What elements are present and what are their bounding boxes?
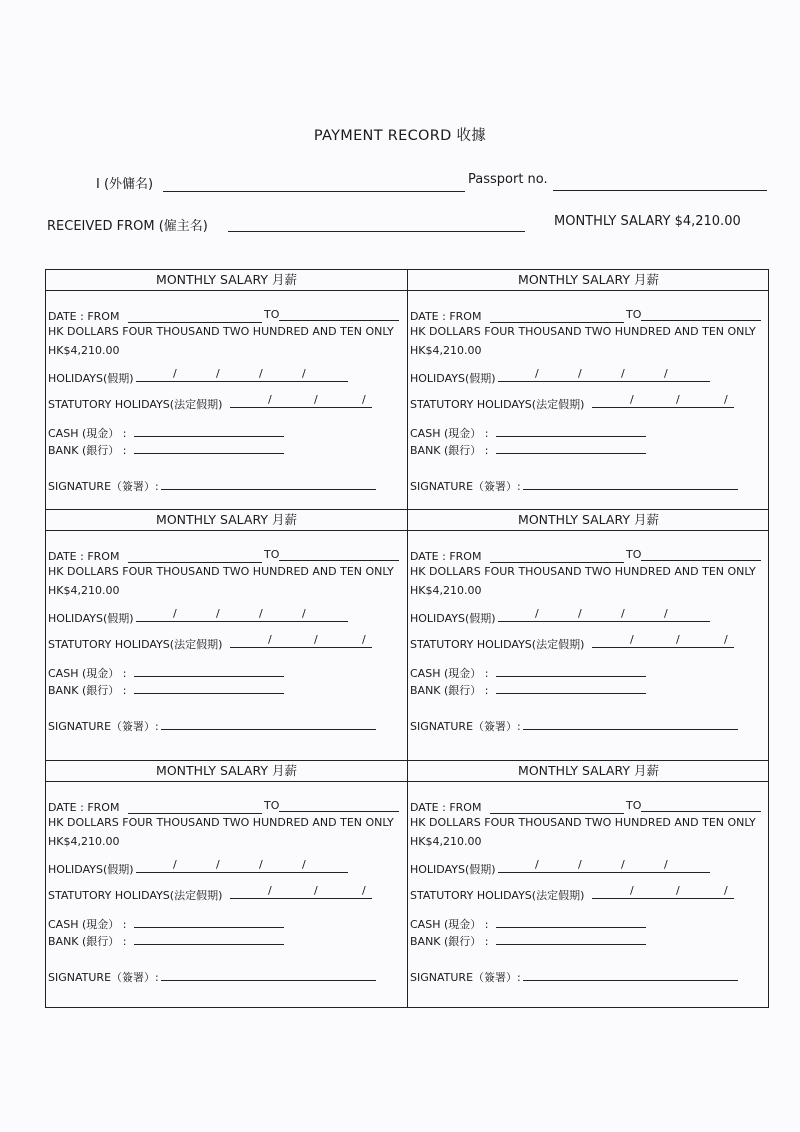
date-from-field[interactable] bbox=[490, 322, 624, 323]
bank-label: BANK (銀行） : bbox=[410, 444, 489, 457]
date-to-field[interactable] bbox=[641, 560, 761, 561]
holidays-label: HOLIDAYS(假期) bbox=[410, 372, 496, 385]
date-to-field[interactable] bbox=[279, 560, 399, 561]
holidays-label: HOLIDAYS(假期) bbox=[410, 612, 496, 625]
holidays-slash: / bbox=[173, 607, 177, 620]
holidays-slash: / bbox=[535, 367, 539, 380]
date-from-label: DATE : FROM bbox=[410, 801, 482, 814]
passport-field[interactable] bbox=[553, 190, 767, 191]
amount-value: HK$4,210.00 bbox=[48, 344, 120, 357]
statutory-holidays-label: STATUTORY HOLIDAYS(法定假期) bbox=[410, 889, 585, 902]
amount-in-words: HK DOLLARS FOUR THOUSAND TWO HUNDRED AND TEN ONLY bbox=[48, 325, 394, 338]
date-to-label: TO bbox=[264, 799, 280, 812]
salary-record-6 bbox=[408, 761, 769, 1009]
cash-label: CASH (現金） : bbox=[48, 918, 127, 931]
holidays-slash: / bbox=[621, 607, 625, 620]
holidays-slash: / bbox=[216, 367, 220, 380]
cash-label: CASH (現金） : bbox=[410, 918, 489, 931]
holidays-field[interactable] bbox=[498, 621, 710, 622]
signature-label: SIGNATURE（簽署）: bbox=[410, 480, 521, 493]
record-heading: MONTHLY SALARY 月薪 bbox=[408, 761, 769, 782]
salary-record-3 bbox=[46, 510, 407, 760]
cash-field[interactable] bbox=[496, 436, 646, 437]
amount-in-words: HK DOLLARS FOUR THOUSAND TWO HUNDRED AND TEN ONLY bbox=[410, 565, 756, 578]
statutory-slash: / bbox=[724, 393, 728, 406]
statutory-holidays-field[interactable] bbox=[230, 898, 372, 899]
date-to-label: TO bbox=[626, 308, 642, 321]
record-heading: MONTHLY SALARY 月薪 bbox=[408, 510, 769, 531]
statutory-slash: / bbox=[630, 884, 634, 897]
statutory-slash: / bbox=[630, 633, 634, 646]
record-heading: MONTHLY SALARY 月薪 bbox=[408, 270, 769, 291]
holidays-slash: / bbox=[664, 858, 668, 871]
bank-field[interactable] bbox=[134, 693, 284, 694]
statutory-holidays-field[interactable] bbox=[592, 407, 734, 408]
holidays-slash: / bbox=[302, 607, 306, 620]
date-to-label: TO bbox=[626, 799, 642, 812]
statutory-slash: / bbox=[268, 393, 272, 406]
amount-in-words: HK DOLLARS FOUR THOUSAND TWO HUNDRED AND TEN ONLY bbox=[48, 816, 394, 829]
date-to-field[interactable] bbox=[641, 320, 761, 321]
cash-field[interactable] bbox=[134, 436, 284, 437]
holidays-slash: / bbox=[259, 367, 263, 380]
statutory-slash: / bbox=[630, 393, 634, 406]
statutory-holidays-label: STATUTORY HOLIDAYS(法定假期) bbox=[410, 398, 585, 411]
date-to-label: TO bbox=[264, 308, 280, 321]
worker-name-label: I (外傭名) bbox=[96, 177, 154, 192]
bank-field[interactable] bbox=[496, 453, 646, 454]
cash-field[interactable] bbox=[496, 927, 646, 928]
holidays-slash: / bbox=[664, 367, 668, 380]
statutory-holidays-label: STATUTORY HOLIDAYS(法定假期) bbox=[48, 398, 223, 411]
date-to-label: TO bbox=[264, 548, 280, 561]
record-heading: MONTHLY SALARY 月薪 bbox=[46, 510, 407, 531]
statutory-holidays-label: STATUTORY HOLIDAYS(法定假期) bbox=[48, 889, 223, 902]
date-from-label: DATE : FROM bbox=[48, 801, 120, 814]
cash-field[interactable] bbox=[496, 676, 646, 677]
signature-label: SIGNATURE（簽署）: bbox=[410, 720, 521, 733]
employer-name-field[interactable] bbox=[228, 231, 525, 232]
payment-record-grid bbox=[45, 269, 769, 1008]
signature-field[interactable] bbox=[161, 489, 376, 490]
statutory-slash: / bbox=[724, 633, 728, 646]
holidays-label: HOLIDAYS(假期) bbox=[48, 372, 134, 385]
statutory-slash: / bbox=[314, 884, 318, 897]
date-from-field[interactable] bbox=[490, 813, 624, 814]
signature-label: SIGNATURE（簽署）: bbox=[48, 720, 159, 733]
date-to-field[interactable] bbox=[641, 811, 761, 812]
amount-value: HK$4,210.00 bbox=[410, 835, 482, 848]
bank-label: BANK (銀行） : bbox=[48, 935, 127, 948]
holidays-slash: / bbox=[216, 858, 220, 871]
holidays-slash: / bbox=[535, 607, 539, 620]
cash-label: CASH (現金） : bbox=[48, 667, 127, 680]
holidays-slash: / bbox=[664, 607, 668, 620]
bank-label: BANK (銀行） : bbox=[48, 684, 127, 697]
amount-in-words: HK DOLLARS FOUR THOUSAND TWO HUNDRED AND TEN ONLY bbox=[48, 565, 394, 578]
salary-record-2 bbox=[408, 270, 769, 509]
signature-label: SIGNATURE（簽署）: bbox=[48, 480, 159, 493]
signature-field[interactable] bbox=[523, 729, 738, 730]
holidays-field[interactable] bbox=[136, 872, 348, 873]
holidays-field[interactable] bbox=[136, 381, 348, 382]
amount-value: HK$4,210.00 bbox=[48, 835, 120, 848]
date-from-label: DATE : FROM bbox=[48, 310, 120, 323]
statutory-slash: / bbox=[362, 393, 366, 406]
statutory-holidays-label: STATUTORY HOLIDAYS(法定假期) bbox=[410, 638, 585, 651]
date-from-label: DATE : FROM bbox=[48, 550, 120, 563]
passport-label: Passport no. bbox=[468, 172, 548, 187]
monthly-salary-header: MONTHLY SALARY $4,210.00 bbox=[554, 214, 741, 229]
amount-value: HK$4,210.00 bbox=[48, 584, 120, 597]
date-to-field[interactable] bbox=[279, 320, 399, 321]
bank-field[interactable] bbox=[134, 453, 284, 454]
date-from-field[interactable] bbox=[128, 813, 262, 814]
bank-field[interactable] bbox=[496, 693, 646, 694]
amount-in-words: HK DOLLARS FOUR THOUSAND TWO HUNDRED AND TEN ONLY bbox=[410, 816, 756, 829]
holidays-slash: / bbox=[173, 367, 177, 380]
amount-value: HK$4,210.00 bbox=[410, 344, 482, 357]
date-from-label: DATE : FROM bbox=[410, 310, 482, 323]
holidays-slash: / bbox=[578, 858, 582, 871]
signature-label: SIGNATURE（簽署）: bbox=[410, 971, 521, 984]
cash-label: CASH (現金） : bbox=[410, 667, 489, 680]
holidays-label: HOLIDAYS(假期) bbox=[48, 863, 134, 876]
statutory-slash: / bbox=[676, 884, 680, 897]
statutory-slash: / bbox=[314, 393, 318, 406]
signature-field[interactable] bbox=[161, 729, 376, 730]
cash-field[interactable] bbox=[134, 927, 284, 928]
date-from-field[interactable] bbox=[128, 562, 262, 563]
statutory-slash: / bbox=[724, 884, 728, 897]
statutory-slash: / bbox=[268, 633, 272, 646]
statutory-slash: / bbox=[676, 393, 680, 406]
amount-value: HK$4,210.00 bbox=[410, 584, 482, 597]
holidays-slash: / bbox=[302, 367, 306, 380]
date-to-field[interactable] bbox=[279, 811, 399, 812]
holidays-slash: / bbox=[302, 858, 306, 871]
holidays-slash: / bbox=[578, 607, 582, 620]
holidays-slash: / bbox=[259, 607, 263, 620]
signature-label: SIGNATURE（簽署）: bbox=[48, 971, 159, 984]
statutory-slash: / bbox=[676, 633, 680, 646]
worker-name-field[interactable] bbox=[163, 191, 465, 192]
salary-record-1 bbox=[46, 270, 407, 509]
date-from-field[interactable] bbox=[128, 322, 262, 323]
holidays-slash: / bbox=[259, 858, 263, 871]
record-heading: MONTHLY SALARY 月薪 bbox=[46, 270, 407, 291]
bank-field[interactable] bbox=[134, 944, 284, 945]
bank-field[interactable] bbox=[496, 944, 646, 945]
record-heading: MONTHLY SALARY 月薪 bbox=[46, 761, 407, 782]
statutory-holidays-field[interactable] bbox=[230, 647, 372, 648]
holidays-field[interactable] bbox=[498, 381, 710, 382]
signature-field[interactable] bbox=[523, 980, 738, 981]
statutory-holidays-field[interactable] bbox=[230, 407, 372, 408]
bank-label: BANK (銀行） : bbox=[48, 444, 127, 457]
salary-record-4 bbox=[408, 510, 769, 760]
date-to-label: TO bbox=[626, 548, 642, 561]
holidays-label: HOLIDAYS(假期) bbox=[48, 612, 134, 625]
statutory-slash: / bbox=[362, 884, 366, 897]
bank-label: BANK (銀行） : bbox=[410, 935, 489, 948]
signature-field[interactable] bbox=[523, 489, 738, 490]
bank-label: BANK (銀行） : bbox=[410, 684, 489, 697]
statutory-slash: / bbox=[314, 633, 318, 646]
holidays-field[interactable] bbox=[498, 872, 710, 873]
amount-in-words: HK DOLLARS FOUR THOUSAND TWO HUNDRED AND TEN ONLY bbox=[410, 325, 756, 338]
holidays-slash: / bbox=[535, 858, 539, 871]
statutory-holidays-field[interactable] bbox=[592, 898, 734, 899]
cash-label: CASH (現金） : bbox=[410, 427, 489, 440]
statutory-slash: / bbox=[268, 884, 272, 897]
holidays-slash: / bbox=[216, 607, 220, 620]
signature-field[interactable] bbox=[161, 980, 376, 981]
holidays-slash: / bbox=[578, 367, 582, 380]
holidays-label: HOLIDAYS(假期) bbox=[410, 863, 496, 876]
holidays-field[interactable] bbox=[136, 621, 348, 622]
cash-field[interactable] bbox=[134, 676, 284, 677]
statutory-holidays-label: STATUTORY HOLIDAYS(法定假期) bbox=[48, 638, 223, 651]
statutory-slash: / bbox=[362, 633, 366, 646]
received-from-label: RECEIVED FROM (僱主名) bbox=[47, 219, 208, 234]
date-from-label: DATE : FROM bbox=[410, 550, 482, 563]
holidays-slash: / bbox=[621, 858, 625, 871]
statutory-holidays-field[interactable] bbox=[592, 647, 734, 648]
cash-label: CASH (現金） : bbox=[48, 427, 127, 440]
holidays-slash: / bbox=[173, 858, 177, 871]
page-title: PAYMENT RECORD 收據 bbox=[313, 128, 487, 144]
holidays-slash: / bbox=[621, 367, 625, 380]
salary-record-5 bbox=[46, 761, 407, 1009]
date-from-field[interactable] bbox=[490, 562, 624, 563]
